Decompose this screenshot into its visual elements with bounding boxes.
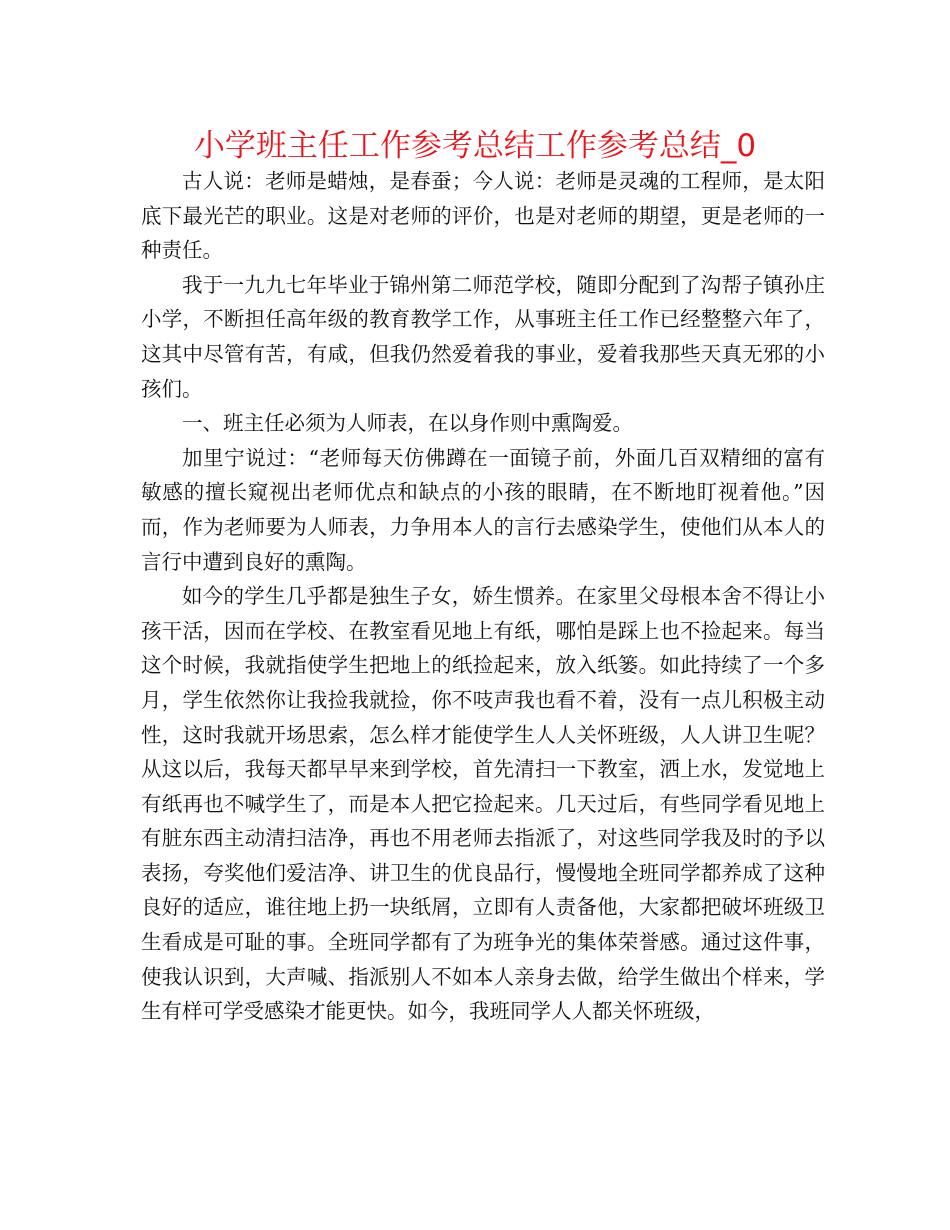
document-body xyxy=(141,164,825,1029)
paragraph: 加里宁说过：“老师每天仿佛蹲在一面镜子前，外面几百双精细的富有敏感的擅长窥视出老师优点和缺点的小孩的眼睛，在不断地盯视着他。”因而，作为老师要为人师表，力争用本人的言行去感染学生，使他们从本人的言行中遭到良好的熏陶。 xyxy=(141,445,825,574)
paragraph: 我于一九九七年毕业于锦州第二师范学校，随即分配到了沟帮子镇孙庄小学，不断担任高年级的教育教学工作，从事班主任工作已经整整六年了，这其中尽管有苦，有咸，但我仍然爱着我的事业，爱着我那些天真无邪的小孩们。 xyxy=(141,272,825,401)
paragraph: 如今的学生几乎都是独生子女，娇生惯养。在家里父母根本舍不得让小孩干活，因而在学校、在教室看见地上有纸，哪怕是踩上也不捡起来。每当这个时候，我就指使学生把地上的纸捡起来，放入纸篓。如此持续了一个多月，学生依然你让我捡我就捡，你不吱声我也看不着，没有一点儿积极主动性，这时我就开场思索，怎么样才能使学生人人关怀班级，人人讲卫生呢？从这以后，我每天都早早来到学校，首先清扫一下教室，洒上水，发觉地上有纸再也不喊学生了，而是本人把它捡起来。几天过后，有些同学看见地上有脏东西主动清扫洁净，再也不用老师去指派了，对这些同学我及时的予以表扬，夸奖他们爱洁净、讲卫生的优良品行，慢慢地全班同学都养成了这种良好的适应，谁往地上扔一块纸屑，立即有人责备他，大家都把破坏班级卫生看成是可耻的事。全班同学都有了为班争光的集体荣誉感。通过这件事，使我认识到，大声喊、指派别人不如本人亲身去做，给学生做出个样来，学生有样可学受感染才能更快。如今，我班同学人人都关怀班级， xyxy=(141,584,825,1024)
section-heading: 一、班主任必须为人师表，在以身作则中熏陶爱。 xyxy=(182,411,633,436)
paragraph: 古人说：老师是蜡烛，是春蚕；今人说：老师是灵魂的工程师，是太阳底下最光芒的职业。这是对老师的评价，也是对老师的期望，更是老师的一种责任。 xyxy=(141,169,825,263)
document-title: 小学班主任工作参考总结工作参考总结_0 xyxy=(193,128,757,164)
